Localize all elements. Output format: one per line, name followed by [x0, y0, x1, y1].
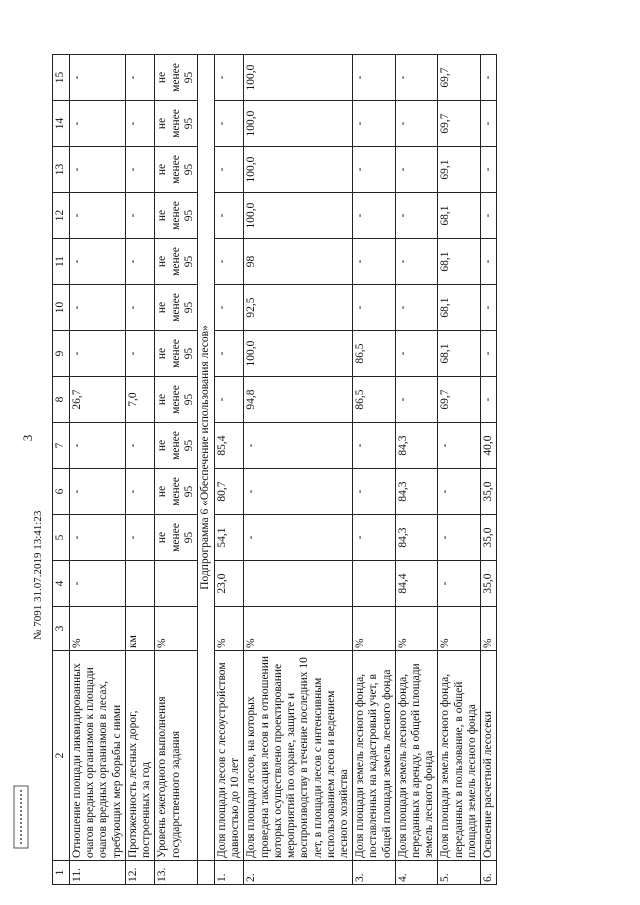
indicator-value-cell: не менее 95 — [155, 101, 198, 147]
indicator-value-cell: - — [481, 285, 497, 331]
indicator-unit-cell: % — [438, 607, 481, 651]
indicator-value-cell: не менее 95 — [155, 331, 198, 377]
indicator-value-cell: - — [125, 331, 154, 377]
indicator-name-cell: Протяженность лесных дорог, построенных за год — [125, 651, 154, 861]
indicator-value-cell: 100,0 — [244, 193, 353, 239]
indicator-unit-cell: % — [244, 607, 353, 651]
indicator-value-cell: 86,5 — [353, 331, 396, 377]
indicator-name-cell: Доля площади земель лесного фонда, поставленных на кадастровый учет, в общей площади земель лесного фонда — [353, 651, 396, 861]
indicator-unit-cell: % — [353, 607, 396, 651]
table-row — [481, 55, 497, 885]
table-row — [125, 55, 154, 885]
indicator-value-cell: - — [481, 147, 497, 193]
indicator-value-cell: - — [395, 377, 438, 423]
indicator-value-cell: - — [353, 101, 396, 147]
indicator-value-cell: - — [125, 101, 154, 147]
indicator-value-cell: - — [481, 377, 497, 423]
indicator-value-cell: 84,3 — [395, 423, 438, 469]
column-header: 4 — [53, 561, 70, 607]
indicator-name-cell: Доля площади лесов с лесоустройством давностью до 10 лет — [214, 651, 243, 861]
indicator-value-cell: 84,4 — [395, 561, 438, 607]
indicator-value-cell: 54,1 — [214, 515, 243, 561]
indicator-value-cell: 35,0 — [481, 469, 497, 515]
indicator-value-cell: 23,0 — [214, 561, 243, 607]
indicator-unit-cell: % — [214, 607, 243, 651]
table-row — [353, 55, 396, 885]
indicator-value-cell: - — [481, 331, 497, 377]
indicator-name-cell: Отношение площади ликвидированных очагов вредных организмов к площади очагов вредных организмов в лесах, требующих мер борьбы с ними — [70, 651, 126, 861]
indicator-number-cell: 3. — [353, 861, 396, 885]
indicator-value-cell: - — [438, 469, 481, 515]
indicator-value-cell: - — [125, 239, 154, 285]
indicator-value-cell: - — [125, 55, 154, 101]
indicator-value-cell: - — [214, 239, 243, 285]
indicator-name-cell: Освоение расчетной лесосеки — [481, 651, 497, 861]
indicator-value-cell: не менее 95 — [155, 193, 198, 239]
indicator-unit-cell: % — [155, 607, 198, 651]
indicator-value-cell: 69,1 — [438, 147, 481, 193]
indicator-value-cell: - — [214, 147, 243, 193]
indicator-value-cell: 100,0 — [244, 101, 353, 147]
indicator-value-cell: - — [70, 285, 126, 331]
column-header: 8 — [53, 377, 70, 423]
indicator-value-cell: 69,7 — [438, 377, 481, 423]
indicator-value-cell — [125, 561, 154, 607]
indicator-number-cell: 6. — [481, 861, 497, 885]
indicator-value-cell: не менее 95 — [155, 515, 198, 561]
indicator-value-cell: - — [70, 147, 126, 193]
indicator-value-cell: - — [353, 55, 396, 101]
subprogram-row — [197, 55, 214, 885]
column-header: 15 — [53, 55, 70, 101]
indicator-name-cell: Доля площади лесов, на которых проведена таксация лесов и в отношении которых осуществлено проектирование мероприятий по охране, защите и воспроизводству в течение последних 10 лет, в площади лесов с интенсивным использованием лесов и ведением лесного хозяйства — [244, 651, 353, 861]
subprogram-empty-cell — [197, 861, 214, 885]
indicator-value-cell: 84,3 — [395, 469, 438, 515]
column-header: 14 — [53, 101, 70, 147]
indicator-value-cell: 80,7 — [214, 469, 243, 515]
column-header: 3 — [53, 607, 70, 651]
indicator-value-cell: 85,4 — [214, 423, 243, 469]
indicator-value-cell: - — [125, 469, 154, 515]
indicator-value-cell: - — [395, 193, 438, 239]
indicator-value-cell: не менее 95 — [155, 55, 198, 101]
indicator-value-cell: - — [353, 239, 396, 285]
indicator-value-cell: 100,0 — [244, 55, 353, 101]
column-header: 5 — [53, 515, 70, 561]
indicator-value-cell: не менее 95 — [155, 423, 198, 469]
indicator-value-cell: 68,1 — [438, 193, 481, 239]
indicator-value-cell: 84,3 — [395, 515, 438, 561]
indicator-value-cell: - — [125, 423, 154, 469]
indicator-unit-cell: % — [395, 607, 438, 651]
indicator-value-cell: - — [438, 561, 481, 607]
column-header: 9 — [53, 331, 70, 377]
indicators-table — [52, 54, 497, 885]
indicator-value-cell: 100,0 — [244, 331, 353, 377]
indicator-number-cell: 5. — [438, 861, 481, 885]
indicator-number-cell: 2. — [244, 861, 353, 885]
indicator-value-cell: - — [214, 55, 243, 101]
indicator-unit-cell: км — [125, 607, 154, 651]
column-header: 11 — [53, 239, 70, 285]
indicator-unit-cell: % — [70, 607, 126, 651]
table-row — [438, 55, 481, 885]
indicator-value-cell: - — [353, 193, 396, 239]
indicator-value-cell: не менее 95 — [155, 285, 198, 331]
indicator-value-cell: не менее 95 — [155, 377, 198, 423]
indicator-value-cell: 69,7 — [438, 101, 481, 147]
indicator-value-cell: - — [70, 239, 126, 285]
indicator-name-cell: Уровень ежегодного выполнения государственного задания — [155, 651, 198, 861]
indicator-value-cell: 68,1 — [438, 239, 481, 285]
indicator-value-cell: - — [214, 285, 243, 331]
indicator-value-cell: - — [214, 101, 243, 147]
column-header: 10 — [53, 285, 70, 331]
registration-footer: № 7091 31.07.2019 13:41:23 — [32, 510, 44, 640]
indicator-value-cell: - — [70, 469, 126, 515]
indicator-value-cell: - — [481, 239, 497, 285]
indicator-value-cell: - — [244, 469, 353, 515]
indicator-value-cell: не менее 95 — [155, 469, 198, 515]
indicator-value-cell — [244, 561, 353, 607]
indicator-value-cell: 35,0 — [481, 561, 497, 607]
indicator-value-cell: 94,8 — [244, 377, 353, 423]
indicator-value-cell: - — [395, 331, 438, 377]
indicator-value-cell: 68,1 — [438, 285, 481, 331]
indicator-value-cell: - — [125, 285, 154, 331]
indicator-value-cell: 7,0 — [125, 377, 154, 423]
table-row — [244, 55, 353, 885]
indicator-value-cell: - — [214, 193, 243, 239]
indicator-value-cell: 68,1 — [438, 331, 481, 377]
indicator-name-cell: Доля площади земель лесного фонда, переданных в аренду, в общей площади земель лесного фонда — [395, 651, 438, 861]
indicator-name-cell: Доля площади земель лесного фонда, переданных в пользование, в общей площади земель лесного фонда — [438, 651, 481, 861]
indicator-number-cell: 13. — [155, 861, 198, 885]
indicator-value-cell: - — [244, 423, 353, 469]
stamp-icon — [10, 782, 32, 852]
indicator-value-cell: - — [481, 101, 497, 147]
indicator-value-cell: - — [395, 55, 438, 101]
column-header: 12 — [53, 193, 70, 239]
indicator-value-cell — [353, 561, 396, 607]
indicator-unit-cell: % — [481, 607, 497, 651]
indicator-value-cell: - — [125, 193, 154, 239]
indicator-value-cell: - — [70, 331, 126, 377]
indicator-value-cell: - — [214, 377, 243, 423]
indicator-value-cell: 86,5 — [353, 377, 396, 423]
indicator-value-cell: - — [353, 285, 396, 331]
indicator-value-cell: не менее 95 — [155, 147, 198, 193]
indicator-value-cell: 35,0 — [481, 515, 497, 561]
column-header: 7 — [53, 423, 70, 469]
indicator-value-cell: 69,7 — [438, 55, 481, 101]
indicator-value-cell: 40,0 — [481, 423, 497, 469]
indicator-number-cell: 4. — [395, 861, 438, 885]
indicator-value-cell: 100,0 — [244, 147, 353, 193]
column-header: 1 — [53, 861, 70, 885]
indicator-value-cell: - — [70, 55, 126, 101]
indicator-value-cell: - — [70, 423, 126, 469]
indicator-number-cell: 11. — [70, 861, 126, 885]
table-row — [70, 55, 126, 885]
indicator-value-cell: - — [125, 147, 154, 193]
indicator-value-cell: не менее 95 — [155, 239, 198, 285]
indicator-value-cell: - — [395, 285, 438, 331]
indicator-number-cell: 12. — [125, 861, 154, 885]
indicator-value-cell: - — [481, 193, 497, 239]
indicator-number-cell: 1. — [214, 861, 243, 885]
indicator-value-cell: - — [353, 147, 396, 193]
indicator-value-cell: - — [438, 423, 481, 469]
indicator-value-cell: - — [70, 515, 126, 561]
indicator-value-cell: - — [353, 423, 396, 469]
indicator-value-cell: - — [395, 147, 438, 193]
column-header: 6 — [53, 469, 70, 515]
indicator-value-cell: - — [395, 239, 438, 285]
rotated-table-container — [52, 55, 592, 885]
page-number: 3 — [20, 434, 35, 442]
indicator-value-cell: - — [353, 469, 396, 515]
indicator-value-cell: - — [438, 515, 481, 561]
header-row — [53, 55, 70, 885]
subprogram-title: Подпрограмма 6 «Обеспечение использования лесов» — [197, 55, 214, 861]
indicator-value-cell: 26,7 — [70, 377, 126, 423]
indicator-value-cell: - — [70, 101, 126, 147]
indicator-value-cell: 98 — [244, 239, 353, 285]
indicator-value-cell: - — [70, 561, 126, 607]
column-header: 13 — [53, 147, 70, 193]
indicator-value-cell: - — [481, 55, 497, 101]
indicator-value-cell: - — [395, 101, 438, 147]
table-row — [214, 55, 243, 885]
indicator-value-cell: - — [353, 515, 396, 561]
column-header: 2 — [53, 651, 70, 861]
indicator-value-cell: - — [214, 331, 243, 377]
indicator-value-cell: - — [244, 515, 353, 561]
table-row — [155, 55, 198, 885]
indicator-value-cell — [155, 561, 198, 607]
indicator-value-cell: 92,5 — [244, 285, 353, 331]
indicator-value-cell: - — [70, 193, 126, 239]
indicator-value-cell: - — [125, 515, 154, 561]
table-row — [395, 55, 438, 885]
